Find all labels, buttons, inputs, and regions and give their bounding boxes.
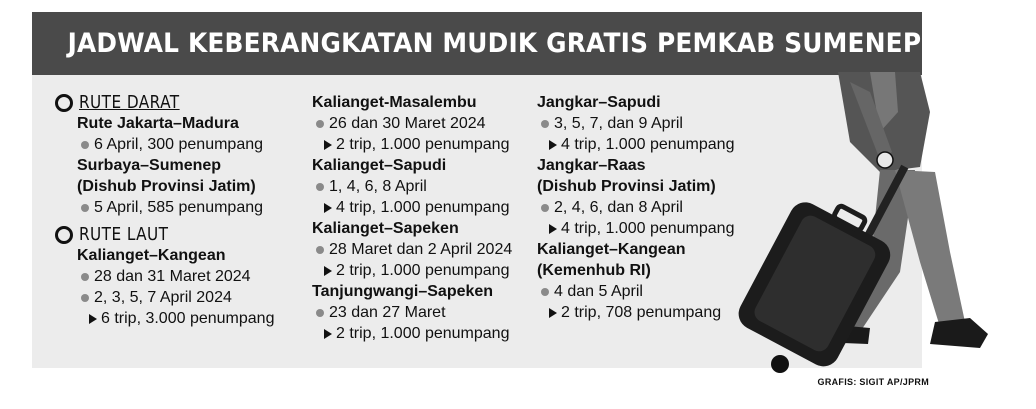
trip-item: 4 trip, 1.000 penumpang — [312, 197, 512, 218]
schedule-item: 6 April, 300 penumpang — [55, 134, 274, 155]
trip-item: 2 trip, 1.000 penumpang — [312, 323, 512, 344]
trip-item: 2 trip, 708 penumpang — [537, 302, 734, 323]
column-1 — [55, 92, 274, 329]
schedule-item: 1, 4, 6, 8 April — [312, 176, 512, 197]
triangle-bullet-icon — [324, 266, 332, 276]
route-name: Kalianget–Kangean — [77, 247, 226, 264]
section-rute-darat — [55, 92, 274, 113]
schedule-item: 2, 4, 6, dan 8 April — [537, 197, 734, 218]
dot-bullet-icon — [541, 204, 549, 212]
trip-item: 4 trip, 1.000 penumpang — [537, 134, 734, 155]
title-bar — [32, 12, 1000, 75]
route-name: Kalianget–Kangean — [537, 241, 686, 258]
trip-item: 2 trip, 1.000 penumpang — [312, 134, 512, 155]
schedule-item: 2, 3, 5, 7 April 2024 — [55, 287, 274, 308]
dot-bullet-icon — [81, 273, 89, 281]
schedule-item: 5 April, 585 penumpang — [55, 197, 274, 218]
circle-bullet-icon — [55, 94, 73, 112]
route-name: Rute Jakarta–Madura — [77, 115, 239, 132]
trip-item: 4 trip, 1.000 penumpang — [537, 218, 734, 239]
route-name: Jangkar–Raas — [537, 157, 646, 174]
route-operator: (Dishub Provinsi Jatim) — [537, 178, 716, 195]
route-name: Tanjungwangi–Sapeken — [312, 283, 494, 300]
column-3 — [537, 92, 734, 323]
route-name: Jangkar–Sapudi — [537, 94, 661, 111]
trip-item: 2 trip, 1.000 penumpang — [312, 260, 512, 281]
traveler-with-suitcase-illustration — [730, 72, 1000, 382]
triangle-bullet-icon — [324, 329, 332, 339]
route-name: Surbaya–Sumenep — [77, 157, 222, 174]
triangle-bullet-icon — [89, 314, 97, 324]
schedule-item: 4 dan 5 April — [537, 281, 734, 302]
triangle-bullet-icon — [324, 203, 332, 213]
dot-bullet-icon — [541, 120, 549, 128]
section-rute-laut — [55, 224, 274, 245]
section-title-laut: RUTE LAUT — [79, 224, 169, 245]
schedule-item: 28 Maret dan 2 April 2024 — [312, 239, 512, 260]
dot-bullet-icon — [81, 141, 89, 149]
triangle-bullet-icon — [324, 140, 332, 150]
dot-bullet-icon — [316, 309, 324, 317]
dot-bullet-icon — [541, 288, 549, 296]
triangle-bullet-icon — [549, 308, 557, 318]
dot-bullet-icon — [316, 183, 324, 191]
page-title: JADWAL KEBERANGKATAN MUDIK GRATIS PEMKAB SUMENEP 2024 — [67, 28, 1000, 59]
column-2 — [312, 92, 512, 344]
dot-bullet-icon — [81, 294, 89, 302]
dot-bullet-icon — [81, 204, 89, 212]
route-name: Kalianget–Sapudi — [312, 157, 447, 174]
schedule-item: 26 dan 30 Maret 2024 — [312, 113, 512, 134]
section-title-darat: RUTE DARAT — [79, 92, 180, 113]
triangle-bullet-icon — [549, 224, 557, 234]
schedule-item: 3, 5, 7, dan 9 April — [537, 113, 734, 134]
trip-item: 6 trip, 3.000 penumpang — [55, 308, 274, 329]
route-operator: (Dishub Provinsi Jatim) — [77, 178, 256, 195]
route-operator: (Kemenhub RI) — [537, 262, 651, 279]
dot-bullet-icon — [316, 246, 324, 254]
schedule-item: 28 dan 31 Maret 2024 — [55, 266, 274, 287]
dot-bullet-icon — [316, 120, 324, 128]
route-name: Kalianget–Sapeken — [312, 220, 459, 237]
route-name: Kalianget-Masalembu — [312, 94, 477, 111]
circle-bullet-icon — [55, 226, 73, 244]
schedule-item: 23 dan 27 Maret — [312, 302, 512, 323]
triangle-bullet-icon — [549, 140, 557, 150]
graphic-credit: GRAFIS: SIGIT AP/JPRM — [817, 377, 929, 387]
